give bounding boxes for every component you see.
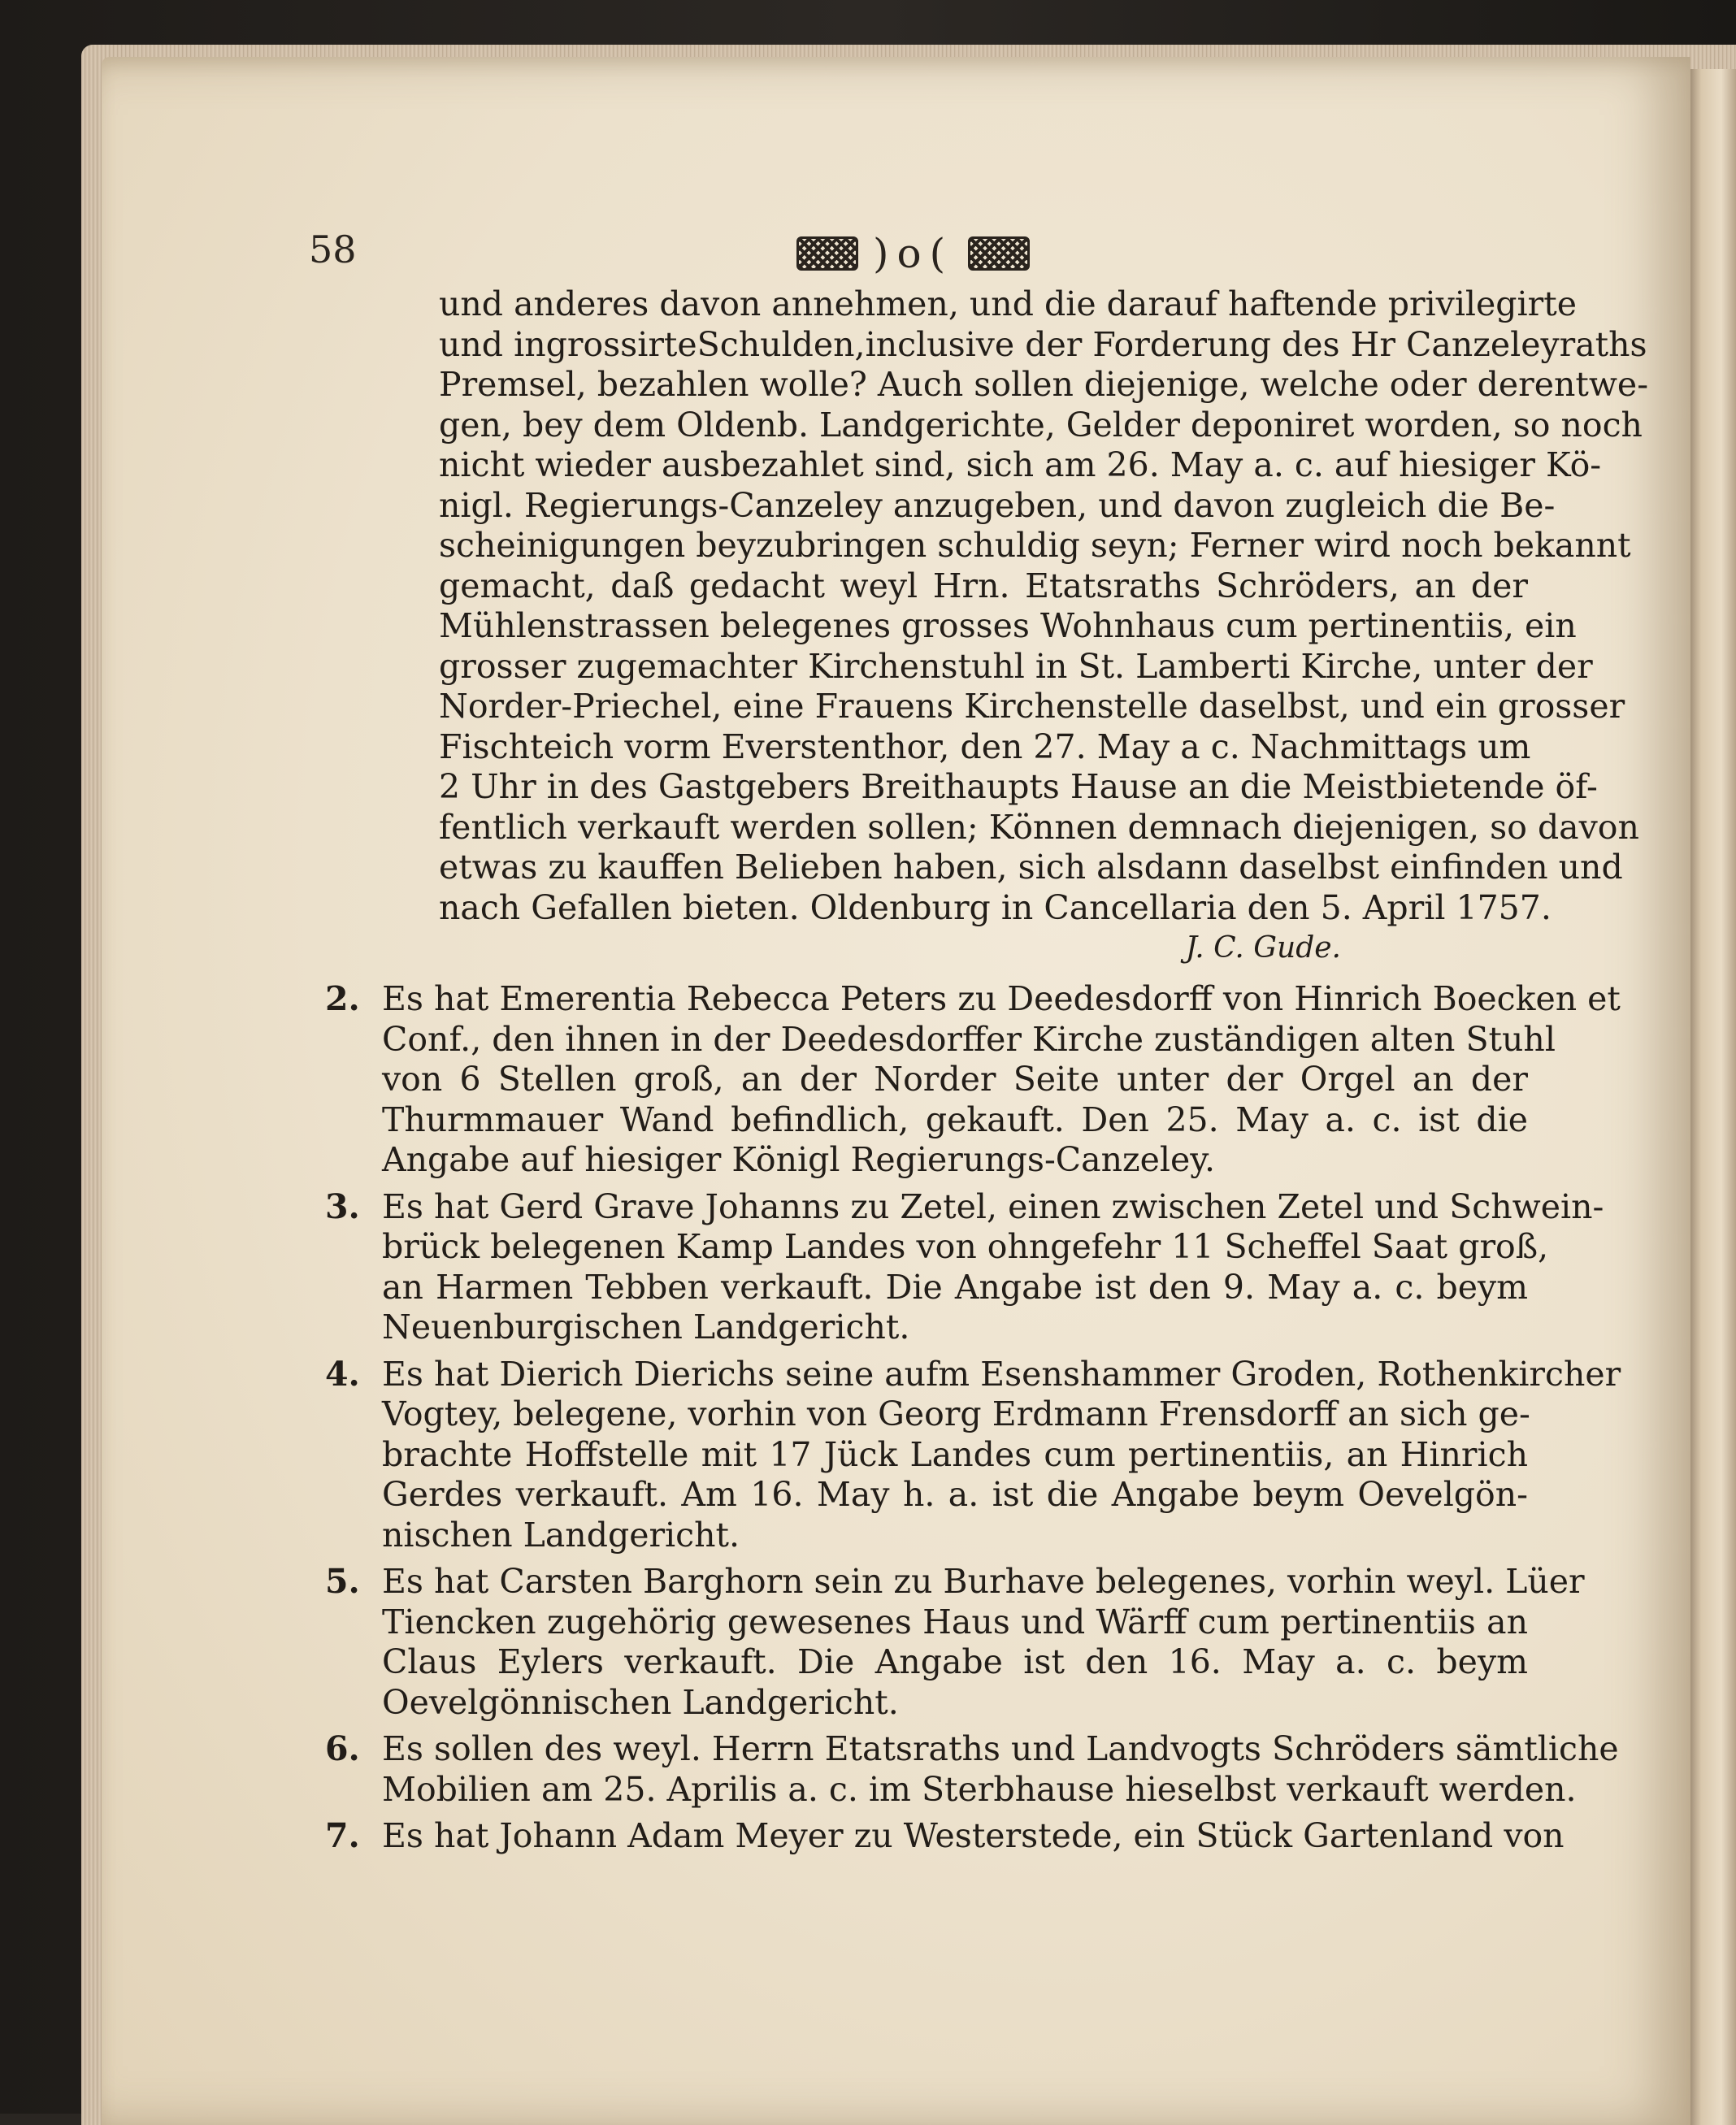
entry-number: 4. <box>325 1354 360 1394</box>
entry-line: Vogtey, belegene, vorhin von Georg Erdmann Frensdorff an sich ge- <box>382 1394 1530 1433</box>
page-header <box>309 228 1528 284</box>
paragraph-line: nicht wieder ausbezahlet sind, sich am 26. May a. c. auf hiesiger Kö- <box>439 445 1602 484</box>
entry-number: 3. <box>325 1186 360 1226</box>
entry-line: nischen Landgericht. <box>382 1515 740 1555</box>
entry-line: Tiencken zugehörig gewesenes Haus und Wärff cum pertinentiis an <box>382 1602 1528 1641</box>
entry-line: Es sollen des weyl. Herrn Etatsraths und Landvogts Schröders sämtliche <box>382 1729 1619 1768</box>
entry-number: 6. <box>325 1729 360 1768</box>
entry-number: 7. <box>325 1816 360 1855</box>
paragraph-line: nach Gefallen bieten. Oldenburg in Cancellaria den 5. April 1757. <box>439 887 1552 927</box>
signature: J. C. Gude. <box>1185 931 1341 965</box>
ornament-text: )o( <box>873 230 954 277</box>
ornament-right-icon <box>968 236 1030 271</box>
paragraph-line: Mühlenstrassen belegenes grosses Wohnhaus cum pertinentiis, ein <box>439 606 1577 645</box>
entry-line: Conf., den ihnen in der Deedesdorffer Kirche zuständigen alten Stuhl <box>382 1019 1556 1059</box>
header-ornament <box>796 229 1030 278</box>
paragraph-line: Premsel, bezahlen wolle? Auch sollen diejenige, welche oder derentwe- <box>439 365 1649 404</box>
entry-line: an Harmen Tebben verkauft. Die Angabe ist den 9. May a. c. beym <box>382 1267 1528 1307</box>
entry-line: Es hat Emerentia Rebecca Peters zu Deedesdorff von Hinrich Boecken et <box>382 979 1621 1018</box>
entry-2 <box>325 979 1621 1181</box>
entry-line: Thurmmauer Wand befindlich, gekauft. Den 25. May a. c. ist die <box>382 1099 1528 1139</box>
entry-line: Claus Eylers verkauft. Die Angabe ist den 16. May a. c. beym <box>382 1642 1528 1681</box>
paragraph-line: und anderes davon annehmen, und die darauf haftende privilegirte <box>439 284 1578 323</box>
numbered-entries <box>325 979 1621 1863</box>
entry-line: Es hat Johann Adam Meyer zu Westerstede, ein Stück Gartenland von <box>382 1816 1565 1855</box>
entry-number: 5. <box>325 1562 360 1601</box>
entry-4 <box>325 1354 1621 1556</box>
main-paragraph <box>439 284 1649 969</box>
paragraph-line: und ingrossirteSchulden,inclusive der Forderung des Hr Canzeleyraths <box>439 324 1647 364</box>
entry-line: Gerdes verkauft. Am 16. May h. a. ist die Angabe beym Oevelgön- <box>382 1475 1528 1514</box>
entry-6 <box>325 1729 1619 1810</box>
entry-line: brachte Hoffstelle mit 17 Jück Landes cum pertinentiis, an Hinrich <box>382 1434 1528 1474</box>
entry-line: Neuenburgischen Landgericht. <box>382 1308 910 1347</box>
entry-number: 2. <box>325 979 360 1018</box>
paragraph-line: grosser zugemachter Kirchenstuhl in St. Lamberti Kirche, unter der <box>439 646 1593 686</box>
entry-5 <box>325 1562 1585 1723</box>
paragraph-line: gen, bey dem Oldenb. Landgerichte, Gelder deponiret worden, so noch <box>439 405 1643 445</box>
page-number: 58 <box>309 228 357 271</box>
paragraph-line: fentlich verkauft werden sollen; Können demnach diejenigen, so davon <box>439 807 1639 847</box>
entry-line: brück belegenen Kamp Landes von ohngefehr 11 Scheffel Saat groß, <box>382 1227 1549 1266</box>
paragraph-line: Fischteich vorm Everstenthor, den 27. May a c. Nachmittags um <box>439 726 1531 766</box>
entry-line: Angabe auf hiesiger Königl Regierungs-Canzeley. <box>382 1140 1216 1179</box>
entry-7 <box>325 1816 1565 1857</box>
entry-3 <box>325 1186 1604 1348</box>
paragraph-line: 2 Uhr in des Gastgebers Breithaupts Hause an die Meistbietende öf- <box>439 767 1598 806</box>
entry-line: von 6 Stellen groß, an der Norder Seite unter der Orgel an der <box>382 1060 1528 1099</box>
paragraph-line: scheinigungen beyzubringen schuldig seyn; Ferner wird noch bekannt <box>439 526 1631 565</box>
book-gutter <box>1686 69 1736 2125</box>
paragraph-line: etwas zu kauffen Belieben haben, sich alsdann daselbst einfinden und <box>439 848 1623 887</box>
entry-line: Oevelgönnischen Landgericht. <box>382 1682 899 1722</box>
paragraph-line: Norder-Priechel, eine Frauens Kirchenstelle daselbst, und ein grosser <box>439 687 1625 726</box>
entry-line: Es hat Carsten Barghorn sein zu Burhave belegenes, vorhin weyl. Lüer <box>382 1562 1585 1601</box>
entry-line: Es hat Dierich Dierichs seine aufm Esenshammer Groden, Rothenkircher <box>382 1354 1621 1394</box>
entry-line: Mobilien am 25. Aprilis a. c. im Sterbhause hieselbst verkauft werden. <box>382 1769 1577 1809</box>
entry-line: Es hat Gerd Grave Johanns zu Zetel, einen zwischen Zetel und Schwein- <box>382 1186 1604 1226</box>
paragraph-line: gemacht, daß gedacht weyl Hrn. Etatsraths Schröders, an der <box>439 566 1528 605</box>
paragraph-line: nigl. Regierungs-Canzeley anzugeben, und davon zugleich die Be- <box>439 485 1556 525</box>
ornament-left-icon <box>796 236 858 271</box>
